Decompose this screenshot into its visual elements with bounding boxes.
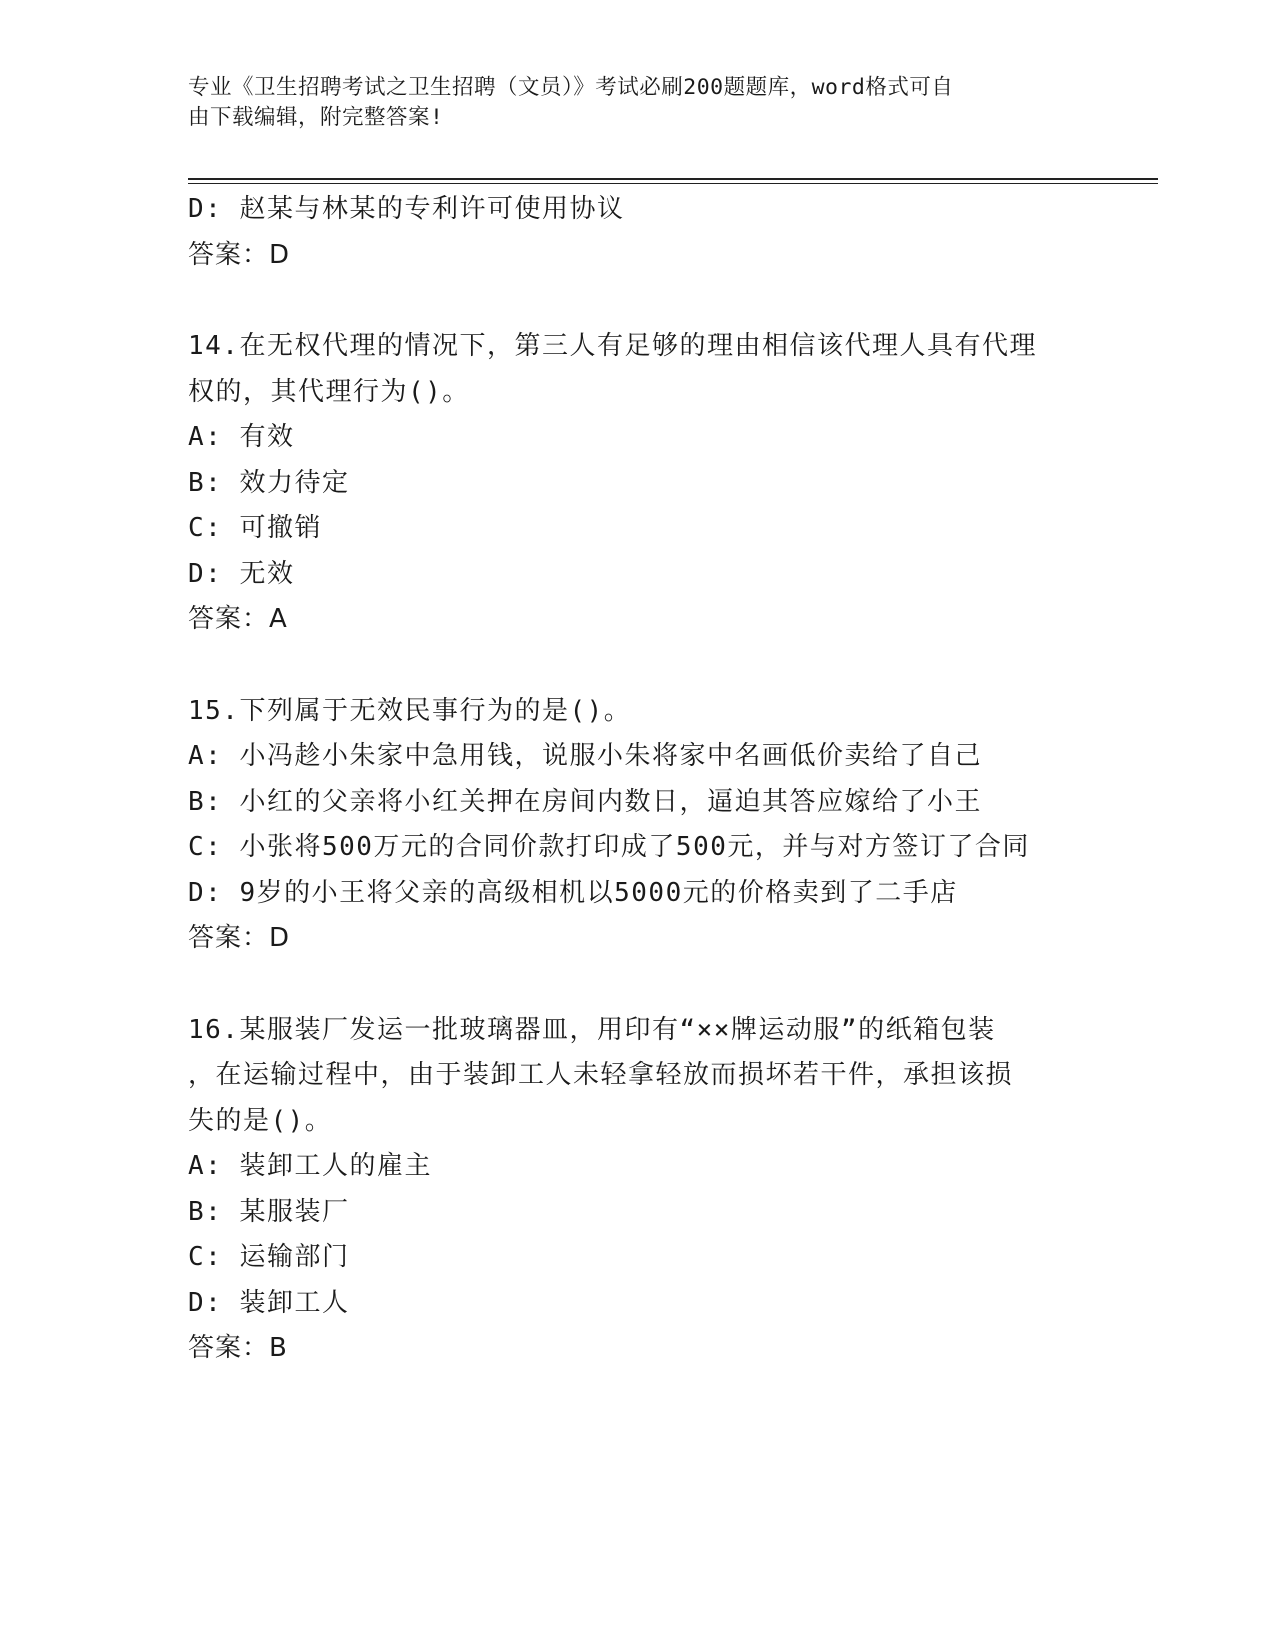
question-15 <box>188 689 1088 962</box>
option-c: C: 运输部门 <box>188 1242 350 1272</box>
answer: 答案：B <box>188 1333 288 1363</box>
answer: 答案：D <box>188 923 291 953</box>
option-b: B: 小红的父亲将小红关押在房间内数日，逼迫其答应嫁给了小王 <box>188 786 982 817</box>
answer: 答案：A <box>188 604 288 634</box>
question-stem-line: 14.在无权代理的情况下，第三人有足够的理由相信该代理人具有代理 <box>188 331 1037 361</box>
option-d: D: 9岁的小王将父亲的高级相机以5000元的价格卖到了二手店 <box>188 877 958 908</box>
question-14 <box>188 324 1088 643</box>
spacer <box>188 962 1088 1008</box>
question-list <box>188 187 1088 1372</box>
option-b: B: 效力待定 <box>188 467 350 498</box>
option-a: A: 有效 <box>188 422 295 452</box>
question-stem-line: 权的，其代理行为()。 <box>188 376 470 407</box>
header-rule-thin <box>188 183 1158 184</box>
option-d: D: 赵某与林某的专利许可使用协议 <box>188 194 625 224</box>
header-line-2: 由下载编辑，附完整答案! <box>188 105 444 130</box>
question-stem-line: 16.某服装厂发运一批玻璃器皿，用印有“××牌运动服”的纸箱包装 <box>188 1014 996 1045</box>
spacer <box>188 643 1088 689</box>
question-stem-line: ，在运输过程中，由于装卸工人未轻拿轻放而损坏若干件，承担该损 <box>188 1060 1014 1090</box>
option-c: C: 可撤销 <box>188 513 322 543</box>
option-d: D: 装卸工人 <box>188 1287 350 1318</box>
option-a: A: 装卸工人的雇主 <box>188 1151 432 1181</box>
option-c: C: 小张将500万元的合同价款打印成了500元，并与对方签订了合同 <box>188 832 1030 862</box>
answer: 答案：D <box>188 239 291 270</box>
option-d: D: 无效 <box>188 558 295 589</box>
header-rule-thick <box>188 178 1158 180</box>
spacer <box>188 278 1088 324</box>
header-line-1: 专业《卫生招聘考试之卫生招聘（文员）》考试必刷200题题库，word格式可自 <box>188 75 954 100</box>
question-stem-line: 15.下列属于无效民事行为的是()。 <box>188 695 632 726</box>
question-stem-line: 失的是()。 <box>188 1105 333 1136</box>
option-b: B: 某服装厂 <box>188 1196 350 1227</box>
document-header <box>188 73 1088 133</box>
option-a: A: 小冯趁小朱家中急用钱，说服小朱将家中名画低价卖给了自己 <box>188 741 982 771</box>
question-16 <box>188 1008 1088 1372</box>
